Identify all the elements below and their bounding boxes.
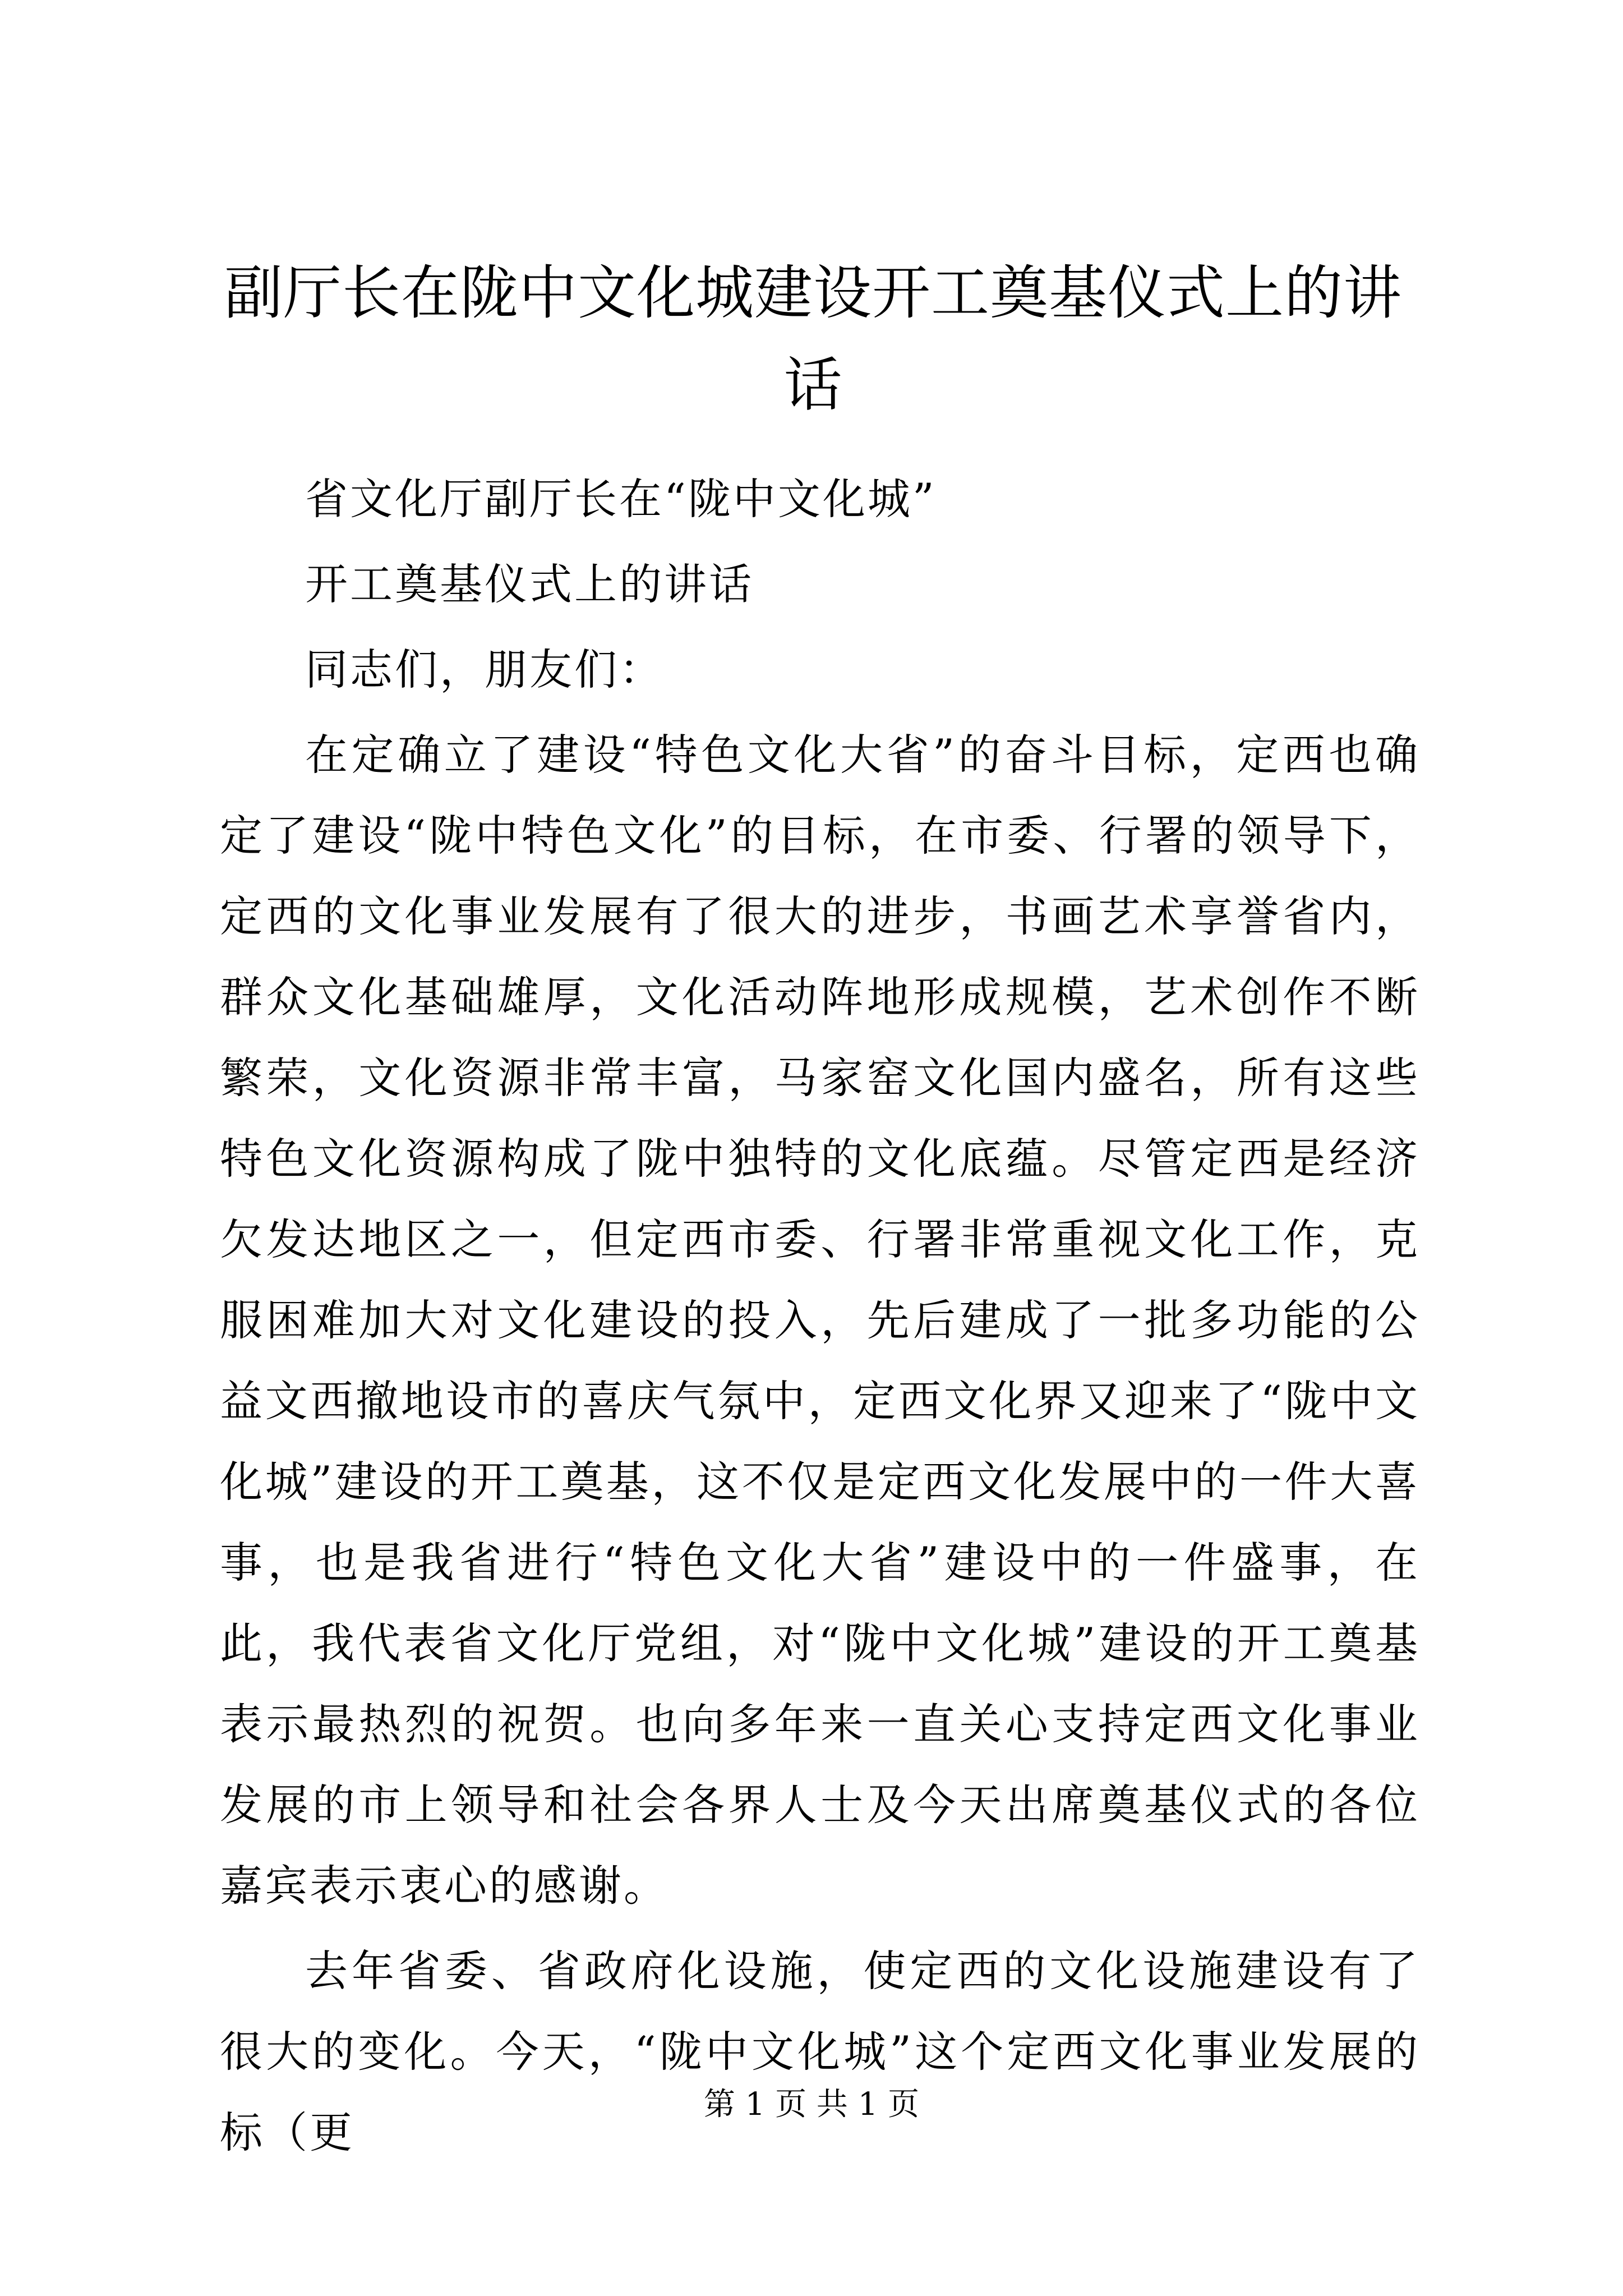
salutation: 同志们，朋友们： (305, 645, 664, 694)
page-number-footer: 第 1 页 共 1 页 (703, 2086, 920, 2123)
subtitle-line-2: 开工奠基仪式上的讲话 (305, 559, 754, 609)
body-paragraph: 在定确立了建设“特色文化大省”的奋斗目标，定西也确定了建设“陇中特色文化”的目标，在市委、行署的领导下，定西的文化事业发展有了很大的进步，书画艺术享誉省内，群众文化基础雄厚，文化活动阵地形成规模，艺术创作不断繁荣，文化资源非常丰富，马家窑文化国内盛名，所有这些特色文化资源构成了陇中独特的文化底蕴。尽管定西是经济欠发达地区之一，但定西市委、行署非常重视文化工作，克服困难加大对文化建设的投入，先后建成了一批多功能的公益文西撤地设市的喜庆气氛中，定西文化界又迎来了“陇中文化城”建设的开工奠基，这不仅是定西文化发展中的一件大喜事，也是我省进行“特色文化大省”建设中的一件盛事，在此，我代表省文化厅党组，对“陇中文化城”建设的开工奠基表示最热烈的祝贺。也向多年来一直关心支持定西文化事业发展的市上领导和社会各界人士及今天出席奠基仪式的各位嘉宾表示衷心的感谢。 (220, 730, 1420, 1911)
body-paragraph: 去年省委、省政府化设施，使定西的文化设施建设有了很大的变化。今天，“陇中文化城”这个定西文化事业发展的标（更 (220, 1946, 1420, 2157)
subtitle-line-1: 省文化厅副厅长在“陇中文化城” (305, 474, 937, 524)
document-title: 副厅长在陇中文化城建设开工奠基仪式上的讲话 (224, 259, 1402, 419)
document-body (220, 459, 1420, 2173)
